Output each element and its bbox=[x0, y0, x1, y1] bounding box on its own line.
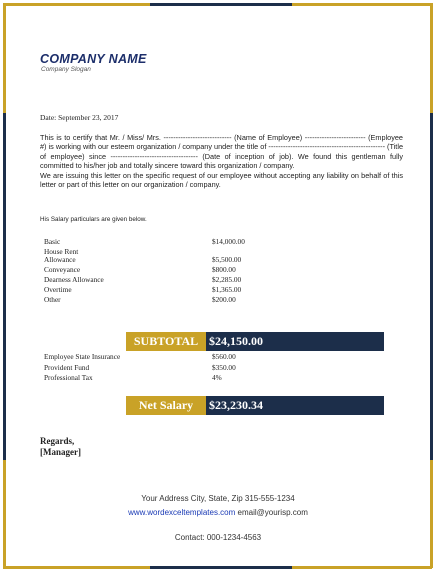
salary-label: Dearness Allowance bbox=[44, 275, 104, 284]
salary-value: $2,285.00 bbox=[212, 275, 242, 284]
letter-date: Date: September 23, 2017 bbox=[40, 113, 119, 122]
net-salary-label: Net Salary bbox=[126, 396, 206, 415]
deduction-label: Professional Tax bbox=[44, 373, 93, 382]
website-link[interactable]: www.wordexceltemplates.com bbox=[128, 508, 236, 517]
signoff bbox=[40, 436, 81, 458]
salary-value: $200.00 bbox=[212, 295, 236, 304]
salary-label: Overtime bbox=[44, 285, 72, 294]
salary-label: Other bbox=[44, 295, 61, 304]
salary-value: $14,000.00 bbox=[212, 237, 245, 246]
deductions-list bbox=[44, 352, 284, 384]
manager-text: [Manager] bbox=[40, 447, 81, 457]
frame-border bbox=[150, 566, 292, 569]
subtotal-label: SUBTOTAL bbox=[126, 332, 206, 351]
letter-paragraph: This is to certify that Mr. / Miss/ Mrs. ---------------------------- (Name of Employee) ------------------------- (Employee #) is working with our esteem organization / company under the title of ------------------------------------------------ (Title of employee) since ------------------------------------ (Date of inception of job). We found this gentleman fully committed to his/her job and totally sincere toward this organization / company. bbox=[40, 133, 403, 171]
email-text: email@yourisp.com bbox=[235, 508, 308, 517]
footer-address: Your Address City, State, Zip 315-555-1234 bbox=[141, 494, 295, 503]
frame-border bbox=[3, 3, 6, 113]
particulars-intro: His Salary particulars are given below. bbox=[40, 216, 147, 223]
company-slogan: Company Slogan bbox=[41, 66, 91, 73]
frame-border bbox=[430, 3, 433, 113]
company-name: COMPANY NAME bbox=[40, 52, 147, 66]
salary-row bbox=[44, 255, 284, 265]
frame-border bbox=[3, 566, 150, 569]
salary-value: $800.00 bbox=[212, 265, 236, 274]
salary-row bbox=[44, 265, 284, 275]
salary-list bbox=[44, 237, 284, 305]
subtotal-value: $24,150.00 bbox=[206, 332, 384, 351]
frame-border bbox=[292, 566, 432, 569]
regards-text: Regards, bbox=[40, 436, 75, 446]
salary-value: $1,365.00 bbox=[212, 285, 242, 294]
letter-paragraph: We are issuing this letter on the specific request of our employee without accepting any liability on behalf of this letter or part of this letter on our organization / company. bbox=[40, 170, 403, 190]
salary-label: Conveyance bbox=[44, 265, 81, 274]
footer-web-line bbox=[0, 508, 436, 517]
subtotal-bar bbox=[126, 332, 384, 351]
net-salary-bar bbox=[126, 396, 384, 415]
frame-border bbox=[150, 3, 292, 6]
deduction-label: Employee State Insurance bbox=[44, 352, 121, 361]
salary-label: Allowance bbox=[44, 255, 76, 264]
footer-contact: Contact: 000-1234-4563 bbox=[174, 533, 262, 542]
salary-row bbox=[44, 247, 284, 255]
salary-label: House Rent bbox=[44, 247, 79, 256]
frame-border bbox=[3, 113, 6, 460]
salary-row bbox=[44, 285, 284, 295]
deduction-row bbox=[44, 373, 284, 384]
frame-border bbox=[3, 3, 150, 6]
salary-row bbox=[44, 275, 284, 285]
salary-label: Basic bbox=[44, 237, 61, 246]
salary-value: $5,500.00 bbox=[212, 255, 242, 264]
deduction-label: Provident Fund bbox=[44, 362, 90, 372]
deduction-value: $350.00 bbox=[212, 362, 236, 372]
frame-border bbox=[430, 113, 433, 460]
deduction-row bbox=[44, 363, 284, 374]
salary-row bbox=[44, 295, 284, 305]
deduction-row bbox=[44, 352, 284, 363]
frame-border bbox=[292, 3, 432, 6]
letter-body bbox=[40, 133, 403, 189]
deduction-value: $560.00 bbox=[212, 352, 236, 361]
salary-row bbox=[44, 237, 284, 247]
net-salary-value: $23,230.34 bbox=[206, 396, 384, 415]
deduction-value: 4% bbox=[212, 373, 222, 382]
